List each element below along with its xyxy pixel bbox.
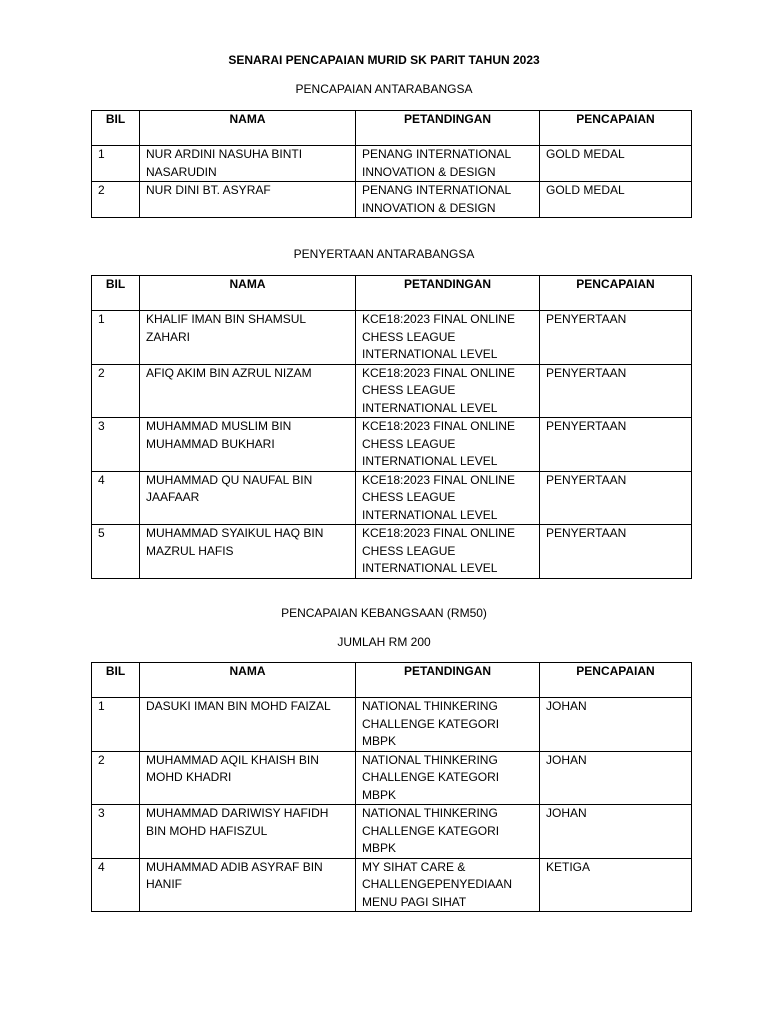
cell-nama: MUHAMMAD DARIWISY HAFIDH BIN MOHD HAFISZUL xyxy=(140,805,356,859)
cell-pencapaian: KETIGA xyxy=(540,858,692,912)
column-header-petandingan: PETANDINGAN xyxy=(356,276,540,311)
table-row xyxy=(92,311,692,365)
cell-bil: 4 xyxy=(92,858,140,912)
cell-pencapaian: GOLD MEDAL xyxy=(540,146,692,182)
cell-petandingan: PENANG INTERNATIONAL INNOVATION & DESIGN xyxy=(356,182,540,218)
cell-nama: MUHAMMAD QU NAUFAL BIN JAAFAAR xyxy=(140,471,356,525)
column-header-nama: NAMA xyxy=(140,111,356,146)
column-header-pencapaian: PENCAPAIAN xyxy=(540,111,692,146)
section-heading-pencapaian-kebangsaan: PENCAPAIAN KEBANGSAAN (RM50) xyxy=(281,606,487,620)
column-header-petandingan: PETANDINGAN xyxy=(356,111,540,146)
cell-petandingan: KCE18:2023 FINAL ONLINE CHESS LEAGUE INTERNATIONAL LEVEL xyxy=(356,364,540,418)
table-row xyxy=(92,698,692,752)
cell-pencapaian: GOLD MEDAL xyxy=(540,182,692,218)
table-row xyxy=(92,858,692,912)
column-header-nama: NAMA xyxy=(140,663,356,698)
cell-pencapaian: JOHAN xyxy=(540,698,692,752)
column-header-petandingan: PETANDINGAN xyxy=(356,663,540,698)
cell-pencapaian: PENYERTAAN xyxy=(540,525,692,579)
table-row xyxy=(92,805,692,859)
cell-petandingan: KCE18:2023 FINAL ONLINE CHESS LEAGUE INTERNATIONAL LEVEL xyxy=(356,525,540,579)
cell-nama: MUHAMMAD ADIB ASYRAF BIN HANIF xyxy=(140,858,356,912)
cell-bil: 1 xyxy=(92,311,140,365)
cell-nama: NUR DINI BT. ASYRAF xyxy=(140,182,356,218)
cell-nama: MUHAMMAD AQIL KHAISH BIN MOHD KHADRI xyxy=(140,751,356,805)
table-row xyxy=(92,182,692,218)
table-row xyxy=(92,471,692,525)
cell-petandingan: KCE18:2023 FINAL ONLINE CHESS LEAGUE INTERNATIONAL LEVEL xyxy=(356,311,540,365)
cell-pencapaian: PENYERTAAN xyxy=(540,418,692,472)
document-title: SENARAI PENCAPAIAN MURID SK PARIT TAHUN 2023 xyxy=(228,53,540,67)
cell-bil: 4 xyxy=(92,471,140,525)
column-header-bil: BIL xyxy=(92,276,140,311)
cell-bil: 1 xyxy=(92,698,140,752)
cell-nama: AFIQ AKIM BIN AZRUL NIZAM xyxy=(140,364,356,418)
column-header-pencapaian: PENCAPAIAN xyxy=(540,276,692,311)
cell-petandingan: NATIONAL THINKERING CHALLENGE KATEGORI MBPK xyxy=(356,805,540,859)
cell-bil: 2 xyxy=(92,182,140,218)
cell-nama: MUHAMMAD MUSLIM BIN MUHAMMAD BUKHARI xyxy=(140,418,356,472)
column-header-pencapaian: PENCAPAIAN xyxy=(540,663,692,698)
column-header-bil: BIL xyxy=(92,111,140,146)
cell-bil: 1 xyxy=(92,146,140,182)
cell-pencapaian: JOHAN xyxy=(540,751,692,805)
section-heading-pencapaian-antarabangsa: PENCAPAIAN ANTARABANGSA xyxy=(295,82,473,96)
cell-pencapaian: JOHAN xyxy=(540,805,692,859)
cell-nama: NUR ARDINI NASUHA BINTI NASARUDIN xyxy=(140,146,356,182)
cell-petandingan: NATIONAL THINKERING CHALLENGE KATEGORI MBPK xyxy=(356,751,540,805)
table-row xyxy=(92,751,692,805)
column-header-bil: BIL xyxy=(92,663,140,698)
cell-bil: 5 xyxy=(92,525,140,579)
cell-petandingan: MY SIHAT CARE & CHALLENGEPENYEDIAAN MENU PAGI SIHAT xyxy=(356,858,540,912)
table-pencapaian-antarabangsa xyxy=(91,110,692,218)
cell-bil: 2 xyxy=(92,364,140,418)
cell-nama: DASUKI IMAN BIN MOHD FAIZAL xyxy=(140,698,356,752)
cell-petandingan: KCE18:2023 FINAL ONLINE CHESS LEAGUE INTERNATIONAL LEVEL xyxy=(356,471,540,525)
table-penyertaan-antarabangsa xyxy=(91,275,692,579)
cell-pencapaian: PENYERTAAN xyxy=(540,471,692,525)
cell-pencapaian: PENYERTAAN xyxy=(540,364,692,418)
column-header-nama: NAMA xyxy=(140,276,356,311)
table-header-row xyxy=(92,111,692,146)
table-header-row xyxy=(92,276,692,311)
cell-bil: 2 xyxy=(92,751,140,805)
table-row xyxy=(92,418,692,472)
cell-nama: MUHAMMAD SYAIKUL HAQ BIN MAZRUL HAFIS xyxy=(140,525,356,579)
table-row xyxy=(92,146,692,182)
cell-pencapaian: PENYERTAAN xyxy=(540,311,692,365)
table-row xyxy=(92,364,692,418)
cell-nama: KHALIF IMAN BIN SHAMSUL ZAHARI xyxy=(140,311,356,365)
cell-petandingan: NATIONAL THINKERING CHALLENGE KATEGORI MBPK xyxy=(356,698,540,752)
section-subheading-jumlah: JUMLAH RM 200 xyxy=(337,635,431,649)
cell-bil: 3 xyxy=(92,805,140,859)
table-row xyxy=(92,525,692,579)
cell-petandingan: PENANG INTERNATIONAL INNOVATION & DESIGN xyxy=(356,146,540,182)
table-pencapaian-kebangsaan xyxy=(91,662,692,912)
section-heading-penyertaan-antarabangsa: PENYERTAAN ANTARABANGSA xyxy=(293,247,475,261)
cell-petandingan: KCE18:2023 FINAL ONLINE CHESS LEAGUE INTERNATIONAL LEVEL xyxy=(356,418,540,472)
cell-bil: 3 xyxy=(92,418,140,472)
table-header-row xyxy=(92,663,692,698)
